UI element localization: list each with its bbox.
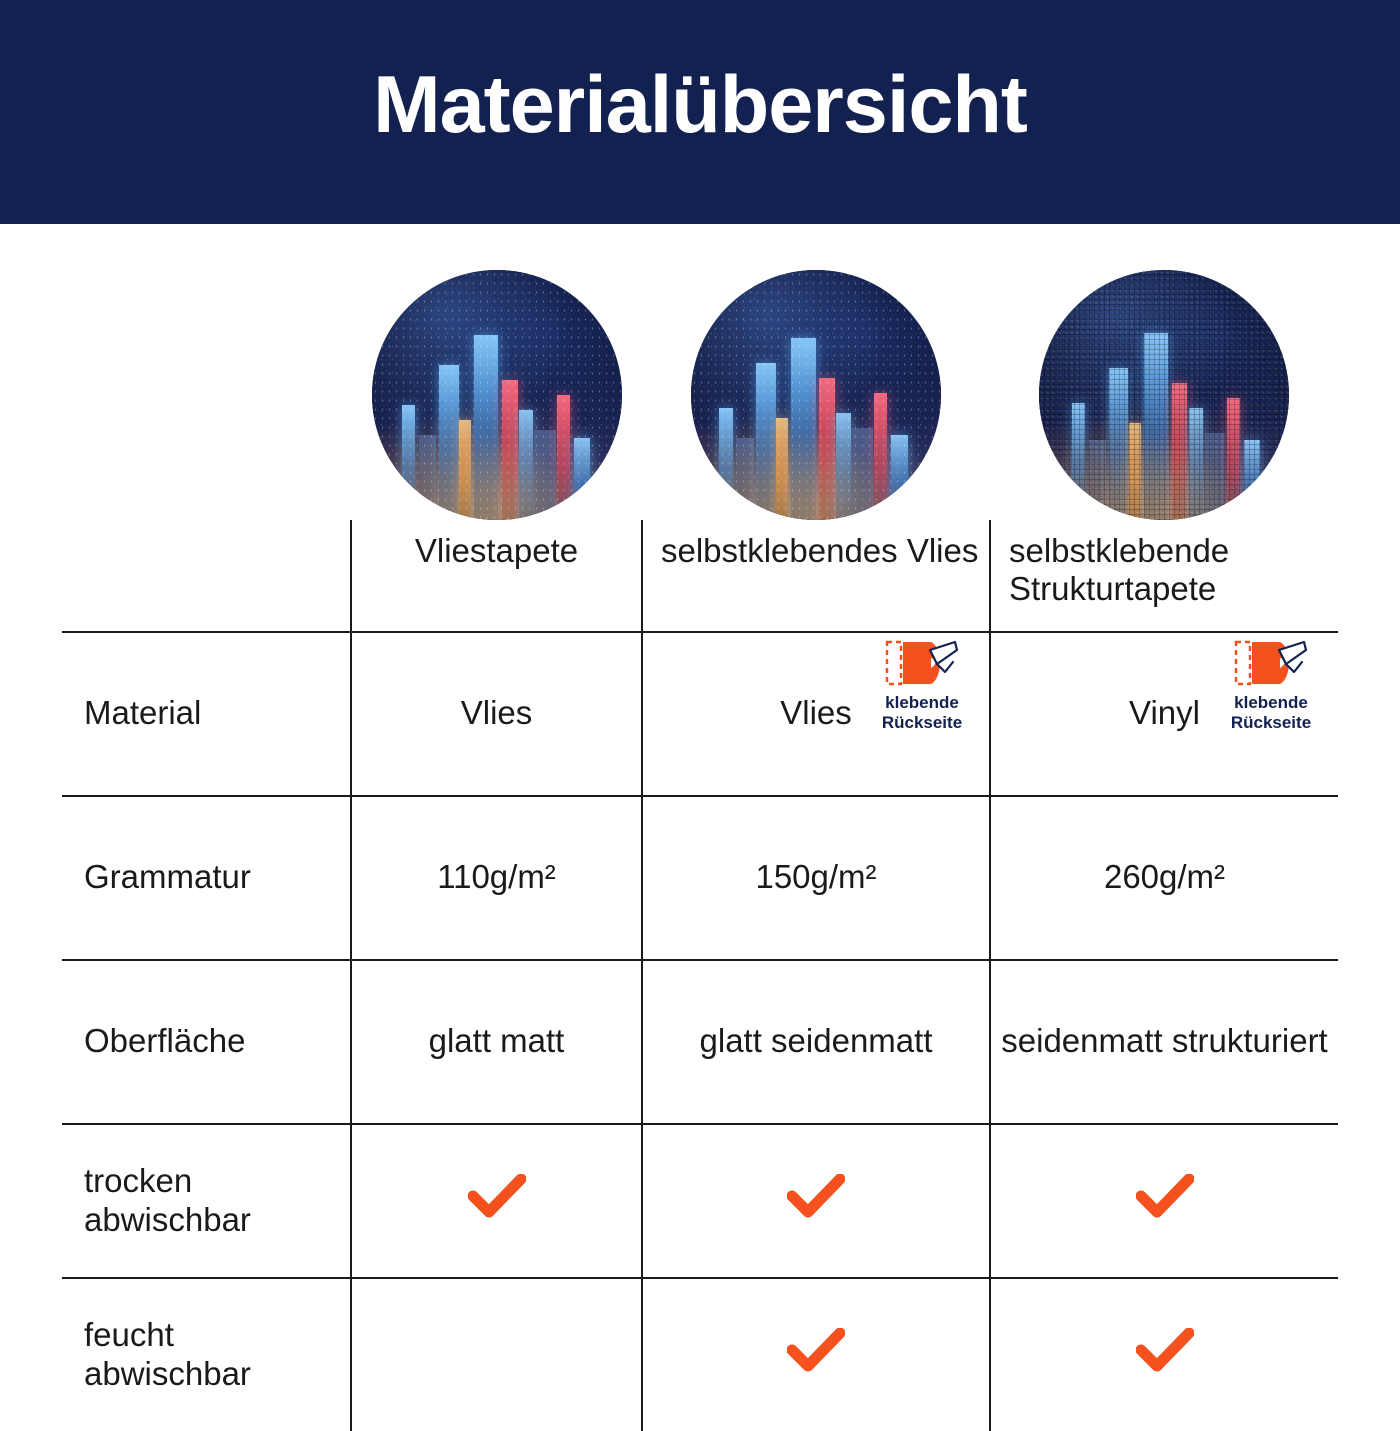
label-row-spacer [62,520,351,632]
row-label-trocken-abwischbar: trocken abwischbar [62,1124,351,1278]
cell-material-vliestapete [351,632,642,796]
badge-line1: klebende [885,693,959,713]
check-icon [787,1328,845,1372]
cell-oberflaeche-selbstklebende-strukturtapete: seidenmatt strukturiert [990,960,1338,1124]
table-row-feucht-abwischbar [62,1278,1338,1431]
column-header-label: selbstklebende Strukturtapete [1009,532,1230,608]
column-header-label: selbstklebendes Vlies [661,532,979,569]
page-header [0,0,1400,224]
product-image-cell-selbstklebendes-vlies [642,224,990,520]
column-header-label: Vliestapete [414,532,579,569]
image-row-spacer [62,224,351,520]
column-header-selbstklebende-strukturtapete [990,520,1338,632]
cell-material-selbstklebendes-vlies [642,632,990,796]
check-icon [1136,1174,1194,1218]
cell-feucht-vliestapete [351,1278,642,1431]
column-header-vliestapete [351,520,642,632]
sample-image-selbstklebende-strukturtapete [1039,270,1289,520]
sample-image-vliestapete [372,270,622,520]
cell-trocken-selbstklebendes-vlies [642,1124,990,1278]
column-header-selbstklebendes-vlies [642,520,990,632]
badge-line1: klebende [1234,693,1308,713]
badge-line2: Rückseite [1230,712,1312,732]
cell-oberflaeche-vliestapete: glatt matt [351,960,642,1124]
material-comparison-table [62,224,1338,1431]
product-image-cell-selbstklebende-strukturtapete [990,224,1338,520]
material-comparison-section [0,224,1400,1431]
product-label-row [62,520,1338,632]
peel-backing-icon [1234,638,1308,692]
check-icon [787,1174,845,1218]
cell-value: Vinyl [1129,694,1200,732]
product-image-cell-vliestapete [351,224,642,520]
empty-marker [496,1328,497,1372]
cell-value: Vlies [780,694,852,732]
cell-value: Vlies [460,694,533,732]
row-label-material: Material [62,632,351,796]
sample-image-selbstklebendes-vlies [691,270,941,520]
cell-feucht-selbstklebendes-vlies [642,1278,990,1431]
cell-material-selbstklebende-strukturtapete [990,632,1338,796]
table-row-grammatur [62,796,1338,960]
peel-backing-icon [885,638,959,692]
cell-feucht-selbstklebende-strukturtapete [990,1278,1338,1431]
row-label-feucht-abwischbar: feucht abwischbar [62,1278,351,1431]
product-image-row [62,224,1338,520]
cell-grammatur-vliestapete: 110g/m² [351,796,642,960]
page-title: Materialübersicht [373,59,1027,150]
cell-oberflaeche-selbstklebendes-vlies: glatt seidenmatt [642,960,990,1124]
table-row-oberflaeche [62,960,1338,1124]
check-icon [1136,1328,1194,1372]
row-label-grammatur: Grammatur [62,796,351,960]
table-row-trocken-abwischbar [62,1124,1338,1278]
adhesive-backing-badge [1212,638,1330,732]
row-label-oberflaeche: Oberfläche [62,960,351,1124]
cell-trocken-vliestapete [351,1124,642,1278]
cell-trocken-selbstklebende-strukturtapete [990,1124,1338,1278]
adhesive-backing-badge [863,638,981,732]
table-row-material [62,632,1338,796]
cell-grammatur-selbstklebende-strukturtapete: 260g/m² [990,796,1338,960]
cell-grammatur-selbstklebendes-vlies: 150g/m² [642,796,990,960]
check-icon [468,1174,526,1218]
badge-line2: Rückseite [881,712,963,732]
